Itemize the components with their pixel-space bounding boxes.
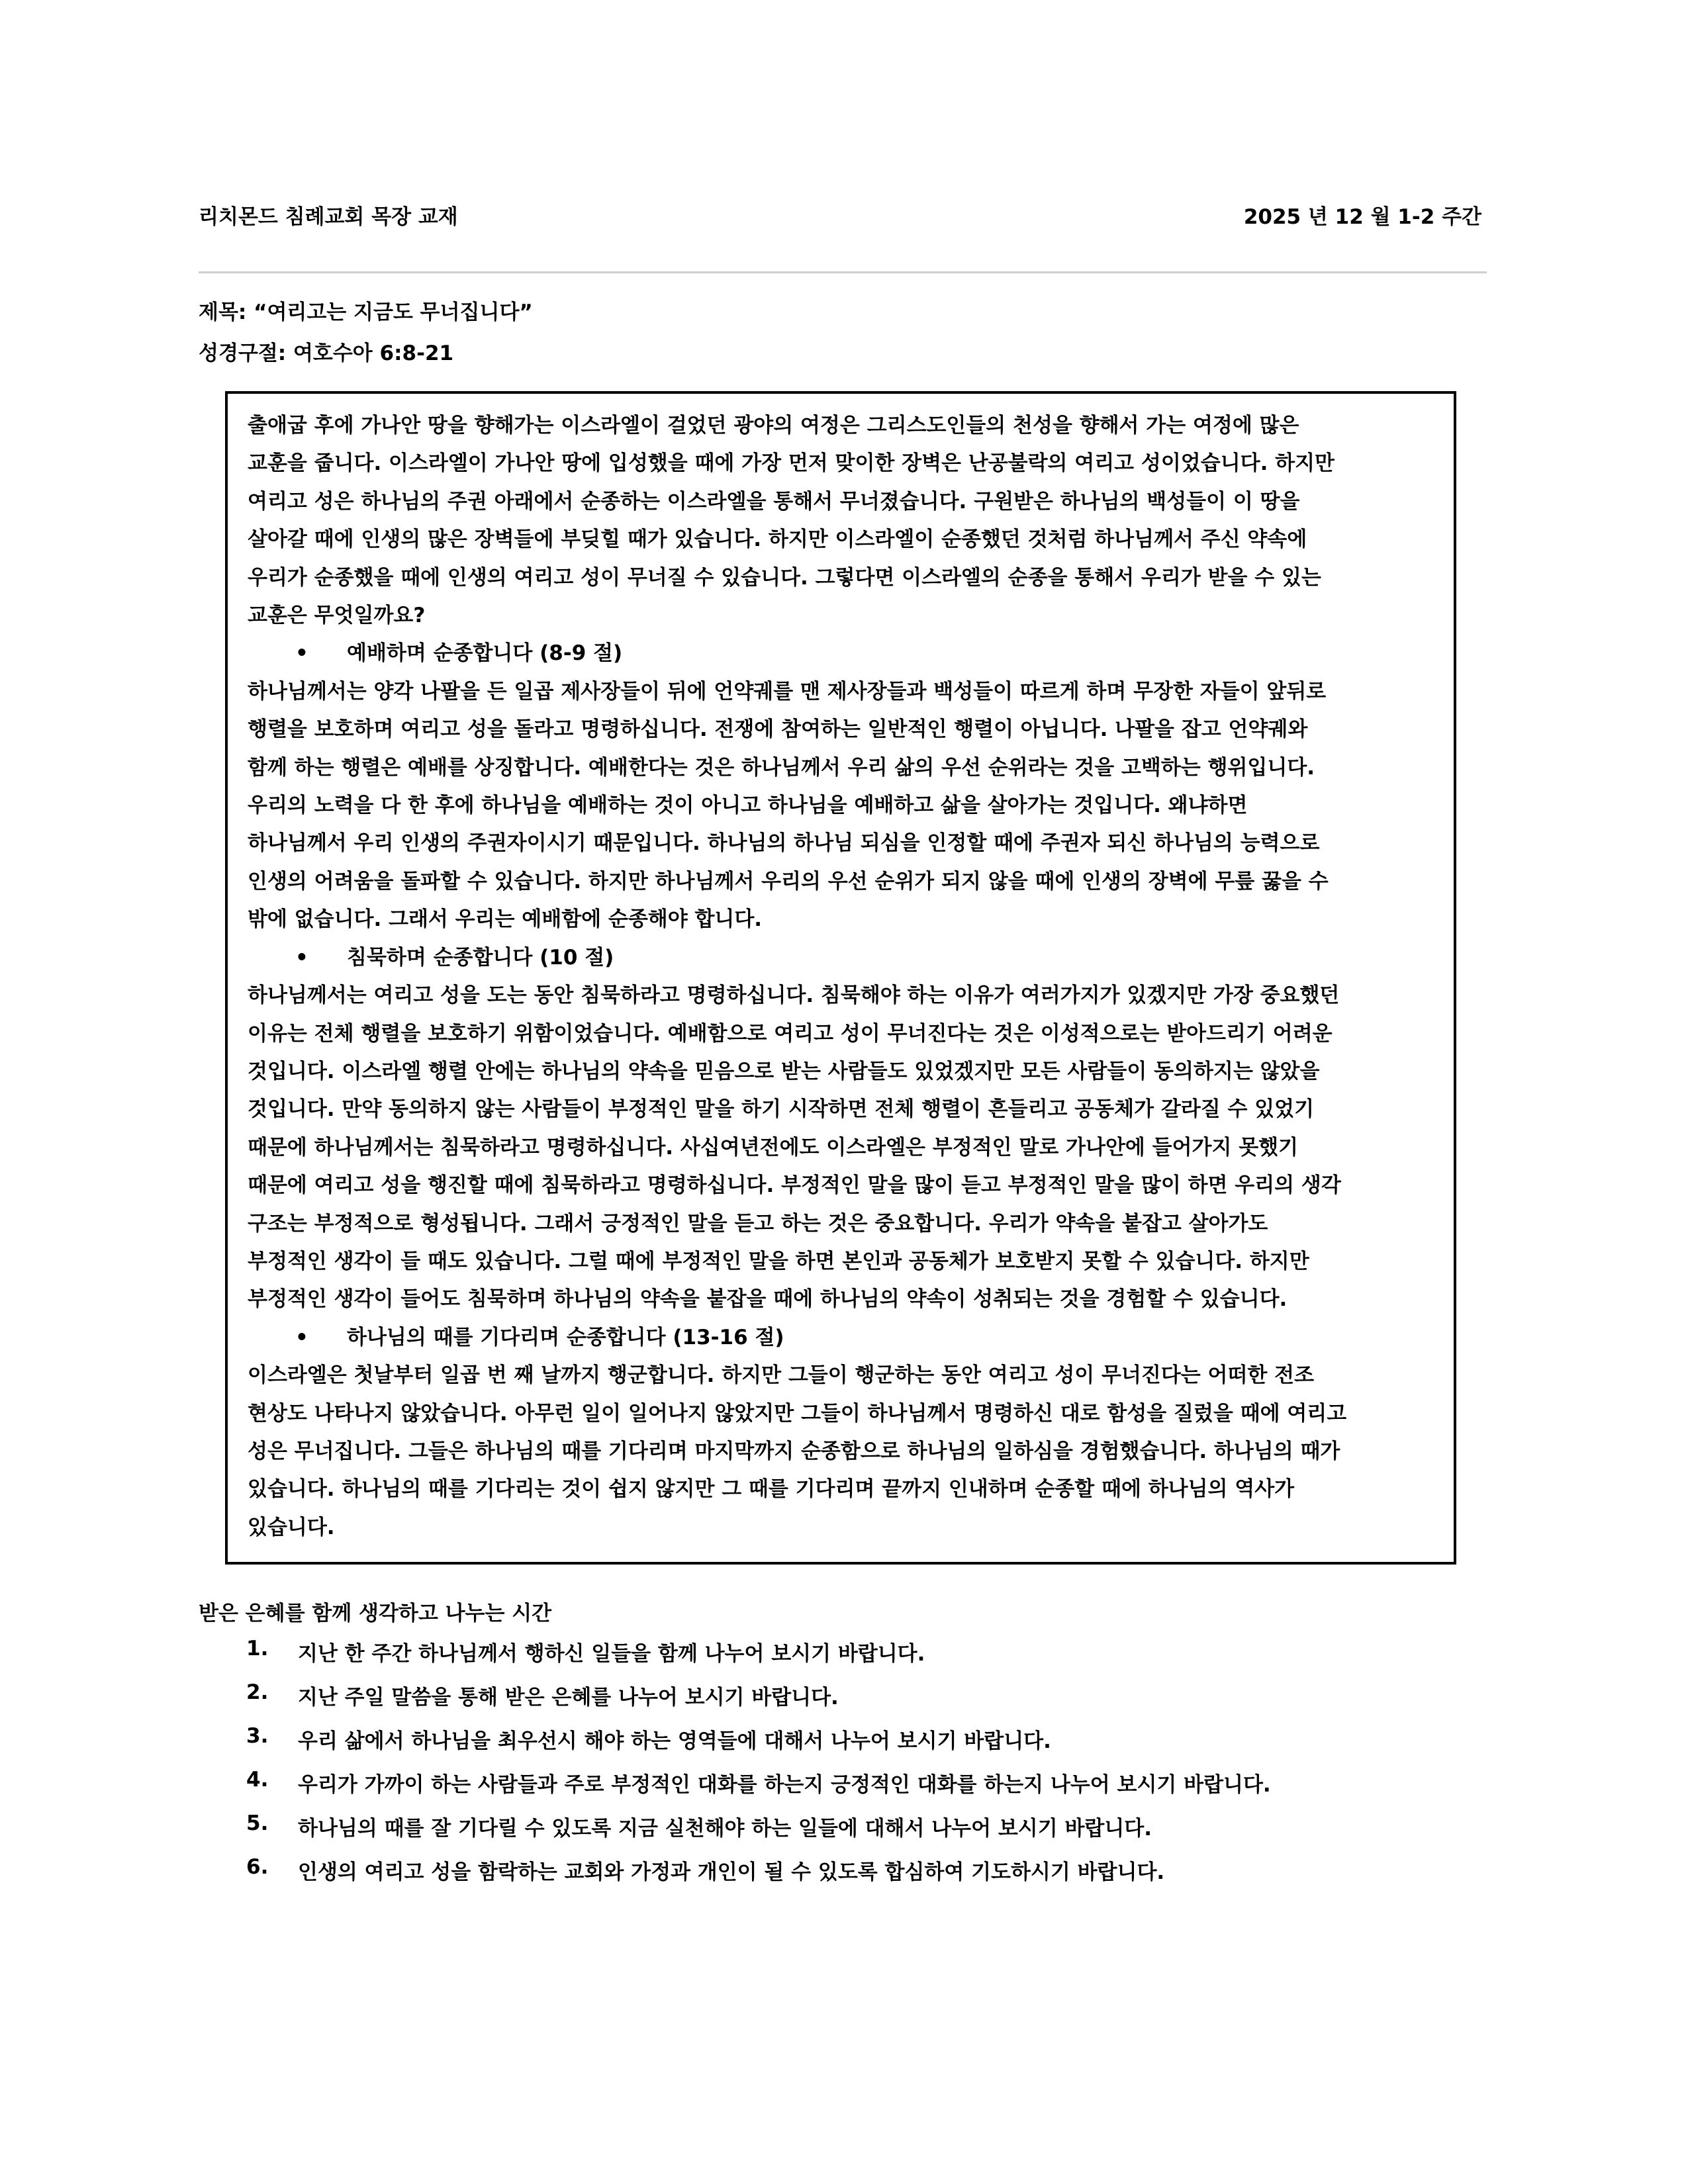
- question-text: 지난 한 주간 하나님께서 행하신 일들을 함께 나누어 보시기 바랍니다.: [298, 1642, 925, 1666]
- section-body-line: 때문에 여리고 성을 행진할 때에 침묵하라고 명령하십니다. 부정적인 말을 많이 듣고 부정적인 말을 많이 하면 우리의 생각: [248, 1173, 1341, 1198]
- sermon-summary-box: [225, 391, 1456, 1565]
- section-body-line: 함께 하는 행렬은 예배를 상징합니다. 예배한다는 것은 하나님께서 우리 삶의 우선 순위라는 것을 고백하는 행위입니다.: [248, 755, 1315, 780]
- section-body-line: 있습니다. 하나님의 때를 기다리는 것이 쉽지 않지만 그 때를 기다리며 끝까지 인내하며 순종할 때에 하나님의 역사가: [248, 1477, 1295, 1502]
- header-divider: [199, 271, 1487, 273]
- question-text: 우리 삶에서 하나님을 최우선시 해야 하는 영역들에 대해서 나누어 보시기 바랍니다.: [298, 1729, 1051, 1753]
- question-number: 4.: [246, 1768, 269, 1792]
- section-body-line: 구조는 부정적으로 형성됩니다. 그래서 긍정적인 말을 듣고 하는 것은 중요합니다. 우리가 약속을 붙잡고 살아가도: [248, 1211, 1268, 1236]
- section-body-line: 있습니다.: [248, 1515, 335, 1539]
- section-body-line: 밖에 없습니다. 그래서 우리는 예배함에 순종해야 합니다.: [248, 907, 763, 932]
- section-body-line: 것입니다. 이스라엘 행렬 안에는 하나님의 약속을 믿음으로 받는 사람들도 있었겠지만 모든 사람들이 동의하지는 않았을: [248, 1059, 1320, 1083]
- question-text: 지난 주일 말씀을 통해 받은 은혜를 나누어 보시기 바랍니다.: [298, 1686, 839, 1709]
- section-body-line: 때문에 하나님께서는 침묵하라고 명령하십니다. 사십여년전에도 이스라엘은 부정적인 말로 가나안에 들어가지 못했기: [248, 1135, 1299, 1160]
- section-heading-text: 예배하며 순종합니다 (8-9 절): [347, 641, 623, 666]
- section-heading: [248, 635, 1452, 672]
- sermon-title: 제목: “여리고는 지금도 무너집니다”: [199, 300, 533, 324]
- section-body-line: 현상도 나타나지 않았습니다. 아무런 일이 일어나지 않았지만 그들이 하나님께서 명령하신 대로 함성을 질렀을 때에 여리고: [248, 1401, 1347, 1426]
- intro-line: 교훈은 무엇일까요?: [248, 604, 426, 628]
- question-number: 3.: [246, 1724, 269, 1748]
- section-body-line: 부정적인 생각이 들 때도 있습니다. 그럴 때에 부정적인 말을 하면 본인과 공동체가 보호받지 못할 수 있습니다. 하지만: [248, 1249, 1309, 1273]
- question-number: 6.: [246, 1855, 269, 1879]
- section-heading: [248, 1319, 1452, 1357]
- bullet-icon: •: [295, 641, 308, 666]
- intro-line: 우리가 순종했을 때에 인생의 여리고 성이 무너질 수 있습니다. 그렇다면 이스라엘의 순종을 통해서 우리가 받을 수 있는: [248, 565, 1321, 590]
- question-text: 우리가 가까이 하는 사람들과 주로 부정적인 대화를 하는지 긍정적인 대화를 하는지 나누어 보시기 바랍니다.: [298, 1773, 1271, 1797]
- section-heading-text: 하나님의 때를 기다리며 순종합니다 (13-16 절): [347, 1325, 784, 1349]
- section-body-line: 이유는 전체 행렬을 보호하기 위함이었습니다. 예배함으로 여리고 성이 무너진다는 것은 이성적으로는 받아드리기 어려운: [248, 1021, 1333, 1046]
- church-name: 리치몬드 침례교회 목장 교재: [199, 205, 458, 229]
- week-label: 2025 년 12 월 1-2 주간: [1243, 205, 1481, 229]
- section-body-line: 것입니다. 만약 동의하지 않는 사람들이 부정적인 말을 하기 시작하면 전체 행렬이 흔들리고 공동체가 갈라질 수 있었기: [248, 1097, 1315, 1122]
- intro-line: 출애굽 후에 가나안 땅을 향해가는 이스라엘이 걸었던 광야의 여정은 그리스도인들의 천성을 향해서 가는 여정에 많은: [248, 414, 1299, 437]
- section-body-line: 하나님께서는 양각 나팔을 든 일곱 제사장들이 뒤에 언약궤를 맨 제사장들과 백성들이 따르게 하며 무장한 자들이 앞뒤로: [248, 679, 1327, 704]
- section-body-line: 이스라엘은 첫날부터 일곱 번 째 날까지 행군합니다. 하지만 그들이 행군하는 동안 여리고 성이 무너진다는 어떠한 전조: [248, 1363, 1315, 1388]
- intro-line: 살아갈 때에 인생의 많은 장벽들에 부딪힐 때가 있습니다. 하지만 이스라엘이 순종했던 것처럼 하나님께서 주신 약속에: [248, 527, 1307, 552]
- question-number: 5.: [246, 1811, 269, 1835]
- scripture-reference: 성경구절: 여호수아 6:8-21: [199, 341, 454, 365]
- bullet-icon: •: [295, 1325, 308, 1349]
- intro-line: 여리고 성은 하나님의 주권 아래에서 순종하는 이스라엘을 통해서 무너졌습니다. 구원받은 하나님의 백성들이 이 땅을: [248, 489, 1300, 514]
- question-number: 1.: [246, 1637, 269, 1661]
- section-heading-text: 침묵하며 순종합니다 (10 절): [347, 945, 614, 970]
- section-body-line: 하나님께서 우리 인생의 주권자이시기 때문입니다. 하나님의 하나님 되심을 인정할 때에 주권자 되신 하나님의 능력으로: [248, 831, 1320, 856]
- page-header: [199, 200, 1481, 240]
- section-body-line: 부정적인 생각이 들어도 침묵하며 하나님의 약속을 붙잡을 때에 하나님의 약속이 성취되는 것을 경험할 수 있습니다.: [248, 1287, 1288, 1312]
- sermon-summary-text: [248, 407, 1452, 1547]
- section-body-line: 행렬을 보호하며 여리고 성을 돌라고 명령하십니다. 전쟁에 참여하는 일반적인 행렬이 아닙니다. 나팔을 잡고 언약궤와: [248, 717, 1308, 742]
- section-body-line: 우리의 노력을 다 한 후에 하나님을 예배하는 것이 아니고 하나님을 예배하고 삶을 살아가는 것입니다. 왜냐하면: [248, 794, 1248, 818]
- intro-line: 교훈을 줍니다. 이스라엘이 가나안 땅에 입성했을 때에 가장 먼저 맞이한 장벽은 난공불락의 여리고 성이었습니다. 하지만: [248, 451, 1335, 476]
- section-body-line: 하나님께서는 여리고 성을 도는 동안 침묵하라고 명령하십니다. 침묵해야 하는 이유가 여러가지가 있겠지만 가장 중요했던: [248, 983, 1340, 1008]
- discussion-title: 받은 은혜를 함께 생각하고 나누는 시간: [199, 1602, 552, 1625]
- section-heading: [248, 939, 1452, 977]
- question-number: 2.: [246, 1680, 269, 1704]
- question-text: 인생의 여리고 성을 함락하는 교회와 가정과 개인이 될 수 있도록 합심하여 기도하시기 바랍니다.: [298, 1860, 1165, 1884]
- bullet-icon: •: [295, 945, 308, 970]
- section-body-line: 성은 무너집니다. 그들은 하나님의 때를 기다리며 마지막까지 순종함으로 하나님의 일하심을 경험했습니다. 하나님의 때가: [248, 1439, 1340, 1463]
- section-body-line: 인생의 어려움을 돌파할 수 있습니다. 하지만 하나님께서 우리의 우선 순위가 되지 않을 때에 인생의 장벽에 무릎 꿇을 수: [248, 869, 1329, 893]
- question-text: 하나님의 때를 잘 기다릴 수 있도록 지금 실천해야 하는 일들에 대해서 나누어 보시기 바랍니다.: [298, 1817, 1152, 1841]
